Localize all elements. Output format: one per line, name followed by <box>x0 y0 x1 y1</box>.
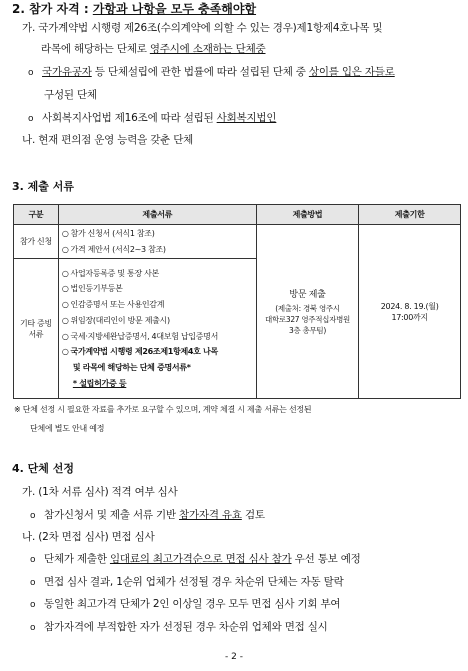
doc-item <box>62 242 253 258</box>
section-number: 2. <box>12 2 25 16</box>
text: 라목에 해당하는 단체로 <box>41 43 150 55</box>
column-header: 구분 <box>14 205 59 225</box>
circle-bullet-icon: ○ <box>61 284 69 294</box>
text: 등 단체설립에 관한 법률에 따라 설립된 단체 중 <box>91 66 309 78</box>
deadline-cell <box>359 225 461 399</box>
underlined-text: 상이를 입은 자들로 <box>308 66 395 78</box>
doc-item-continued: 및 라목에 해당하는 단체 증명서류* <box>72 362 191 372</box>
table-note-line1: ※ 단체 선정 시 필요한 자료를 추가로 요구할 수 있으며, 계약 체결 시 제출 서류는 선정된 <box>14 405 312 414</box>
label-line: 서류 <box>28 329 44 339</box>
doc-item <box>62 329 253 345</box>
underlined-text: 국가유공자 <box>42 66 92 78</box>
circle-bullet-icon: ○ <box>61 315 69 325</box>
selection-a-bullet <box>30 509 265 522</box>
doc-item <box>62 344 253 360</box>
evidence-docs-cell <box>58 259 256 399</box>
section3-heading: 3. 제출 서류 <box>12 180 74 193</box>
eligibility-bullet2 <box>28 112 276 125</box>
doc-footnote: * 설립허가증 등 <box>72 378 127 388</box>
item-label: 나. <box>22 134 36 146</box>
column-header: 제출서류 <box>58 205 256 225</box>
circle-bullet-icon: ○ <box>61 268 69 278</box>
doc-item <box>62 266 253 282</box>
circle-bullet-icon: o <box>30 600 36 610</box>
text: 검토 <box>241 509 265 521</box>
selection-b-bullet4 <box>30 621 328 634</box>
underlined-text: 영주시에 소재하는 단체중 <box>149 43 266 55</box>
item-text: 국가계약법 시행령 제26조(수의계약에 의할 수 있는 경우)제1항제4호나목 및 <box>38 22 383 34</box>
doc-item <box>62 226 253 242</box>
submission-method-cell <box>256 225 359 399</box>
doc-text: 위임장(대리인이 방문 제출시) <box>70 315 170 325</box>
circle-bullet-icon: o <box>30 555 36 565</box>
underlined-text: 참가자격 유효 <box>179 509 242 521</box>
section4-heading: 4. 단체 선정 <box>12 462 74 475</box>
heading-underlined: 가항과 나항을 모두 충족해야함 <box>92 2 257 16</box>
doc-item <box>62 281 253 297</box>
item-label: 가. <box>22 22 36 34</box>
circle-bullet-icon: o <box>30 511 36 521</box>
submission-table <box>13 204 461 399</box>
text: 참가자격에 부적합한 자가 선정된 경우 차순위 업체와 면접 실시 <box>44 621 328 633</box>
text: 면접 심사 결과, 1순위 업체가 선정될 경우 차순위 단체는 자동 탈락 <box>44 576 344 588</box>
deadline-date: 2024. 8. 19.(월) <box>380 301 439 311</box>
circle-bullet-icon: ○ <box>61 228 69 238</box>
eligibility-bullet1-line2: 구성된 단체 <box>44 89 97 101</box>
doc-text: 가격 제안서 (서식2~3 참조) <box>70 244 166 254</box>
table-row <box>14 225 461 259</box>
application-docs-cell <box>58 225 256 259</box>
underlined-text: 사회복지법인 <box>216 112 277 124</box>
doc-item <box>62 313 253 329</box>
selection-a: 가. (1차 서류 심사) 적격 여부 심사 <box>22 486 178 498</box>
selection-b-bullet1 <box>30 553 361 566</box>
page-number: - 2 - <box>225 652 243 662</box>
doc-text: 국가계약법 시행령 제26조제1항제4호 나목 <box>70 347 218 357</box>
eligibility-b <box>22 134 193 147</box>
text: 동일한 최고가격 단체가 2인 이상일 경우 모두 면접 심사 기회 부여 <box>44 598 341 610</box>
circle-bullet-icon: o <box>28 68 34 78</box>
underlined-text: 임대료의 최고가격순으로 면접 심사 참가 <box>109 553 292 565</box>
selection-b-bullet3 <box>30 598 340 611</box>
text: 우선 통보 예정 <box>291 553 361 565</box>
heading-prefix: 참가 자격 : <box>29 2 93 16</box>
method-detail: 3층 총무팀) <box>289 326 326 335</box>
doc-text: 사업자등록증 및 통장 사본 <box>70 268 159 278</box>
method-title: 방문 제출 <box>289 290 326 300</box>
circle-bullet-icon: ○ <box>61 300 69 310</box>
item-text: 현재 편의점 운영 능력을 갖춘 단체 <box>38 134 194 146</box>
label-line: 기타 증빙 <box>19 318 52 328</box>
text: 단체가 제출한 <box>44 553 110 565</box>
eligibility-a-line2 <box>41 43 266 56</box>
circle-bullet-icon: o <box>30 623 36 633</box>
doc-text: 인감증명서 또는 사용인감계 <box>70 300 165 310</box>
selection-b-bullet2 <box>30 576 344 589</box>
method-detail: 대학로327 영주적십자병원 <box>265 315 350 324</box>
method-detail: (제출처: 경북 영주시 <box>275 304 340 313</box>
selection-b: 나. (2차 면접 심사) 면접 심사 <box>22 531 155 543</box>
table-header-row <box>14 205 461 225</box>
column-header: 제출기한 <box>359 205 461 225</box>
row-label-evidence <box>14 259 59 399</box>
eligibility-a-line1 <box>22 22 382 35</box>
section2-heading <box>12 2 256 16</box>
column-header: 제출방법 <box>256 205 359 225</box>
deadline-time: 17:00까지 <box>391 312 428 322</box>
circle-bullet-icon: ○ <box>61 331 69 341</box>
text: 사회복지사업법 제16조에 따라 설립된 <box>42 112 217 124</box>
circle-bullet-icon: ○ <box>61 347 69 357</box>
doc-text: 법인등기부등본 <box>70 284 123 294</box>
doc-text: 참가 신청서 (서식1 참조) <box>70 228 155 238</box>
circle-bullet-icon: ○ <box>61 244 69 254</box>
doc-text: 국세·지방세완납증명서, 4대보험 납입증명서 <box>70 331 219 341</box>
row-label-application: 참가 신청 <box>14 225 59 259</box>
circle-bullet-icon: o <box>30 578 36 588</box>
table-note-line2: 단체에 별도 안내 예정 <box>30 424 105 433</box>
eligibility-bullet1-line1 <box>28 66 395 79</box>
text: 참가신청서 및 제출 서류 기반 <box>44 509 180 521</box>
doc-item <box>62 297 253 313</box>
circle-bullet-icon: o <box>28 114 34 124</box>
